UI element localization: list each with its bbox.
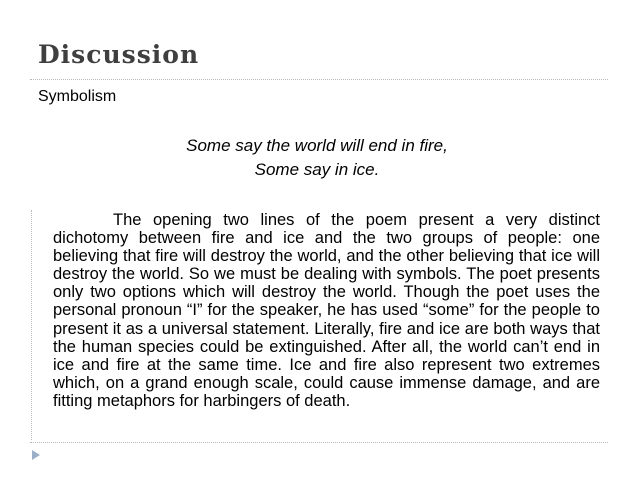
discussion-paragraph: The opening two lines of the poem present a very distinct dichotomy between fire and ice and the two groups of people: one believing that fire will destroy the world, and the other believing that ice will destroy the world. So we must be dealing with symbols. The poet presents only two options which will destroy the world. Though the poet uses the personal pronoun “I” for the speaker, he has used “some” for the people to present it as a universal statement. Literally, fire and ice are both ways that the human species could be extinguished. After all, the world can’t end in ice and fire at the same time. Ice and fire also represent two extremes which, on a grand enough scale, could cause immense damage, and are fitting metaphors for harbingers of death. bbox=[53, 211, 600, 410]
slide-title: Discussion bbox=[38, 40, 200, 69]
title-divider bbox=[30, 79, 608, 80]
left-divider bbox=[31, 210, 32, 440]
section-subtitle: Symbolism bbox=[38, 88, 117, 105]
verse-line-2: Some say in ice. bbox=[254, 160, 380, 179]
triangle-bullet-icon bbox=[32, 450, 40, 460]
bottom-divider bbox=[30, 442, 608, 443]
verse-line-1: Some say the world will end in fire, bbox=[186, 136, 448, 155]
